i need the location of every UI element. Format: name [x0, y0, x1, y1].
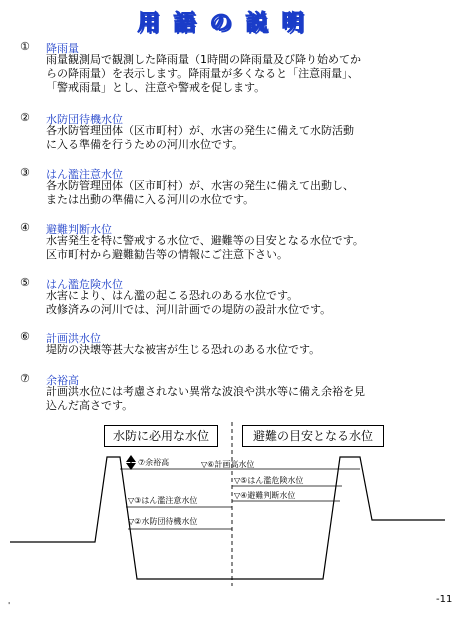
- description-line: 込んだ高さです。: [46, 399, 134, 411]
- description-line: または出動の準備に入る河川の水位です。: [46, 193, 255, 206]
- term-number: ①: [20, 40, 30, 53]
- corner-mark: ': [8, 601, 11, 610]
- term-name: 計画洪水位: [46, 332, 101, 345]
- freeboard-arrow-up: [126, 455, 136, 462]
- term-number: ②: [20, 111, 30, 124]
- term-number: ⑥: [20, 330, 30, 343]
- description-line: 計画洪水位には考慮されない異常な波浪や洪水等に備え余裕を見: [46, 385, 365, 398]
- description-line: 堤防の決壊等甚大な被害が生じる恐れのある水位です。: [46, 343, 321, 356]
- box-evacuation-levels: 避難の目安となる水位: [242, 425, 384, 447]
- description-line: に入る準備を行うための河川水位です。: [46, 138, 244, 151]
- term-name: 避難判断水位: [46, 223, 112, 236]
- page-title: 用語の説明: [137, 11, 318, 36]
- term-name: 降雨量: [46, 42, 79, 55]
- label-caution-level: ▽③はん濫注意水位: [128, 496, 198, 505]
- term-number: ⑦: [20, 372, 30, 385]
- description-line: 雨量観測局で観測した降雨量（1時間の降雨量及び降り始めてか: [46, 53, 361, 66]
- term-name: はん濫危険水位: [46, 278, 123, 291]
- description-line: 「警戒雨量」とし、注意や警戒を促します。: [46, 81, 266, 94]
- label-judgment-level: ▽④避難判断水位: [234, 491, 296, 500]
- description-line: 水害発生を特に警戒する水位で、避難等の目安となる水位です。: [46, 234, 364, 247]
- term-name: 水防団待機水位: [46, 113, 123, 126]
- page-number: -11: [436, 594, 453, 605]
- description-line: 各水防管理団体（区市町村）が、水害の発生に備えて水防活動: [46, 124, 354, 137]
- description-line: らの降雨量）を表示します。降雨量が多くなると「注意雨量」、: [46, 67, 359, 80]
- term-number: ⑤: [20, 276, 30, 289]
- label-freeboard: ⑦余裕高: [138, 458, 170, 467]
- description-line: 各水防管理団体（区市町村）が、水害の発生に備えて出動し、: [46, 179, 354, 192]
- label-plan-high-water: ▽⑥計画高水位: [201, 460, 255, 469]
- box-flood-fighting-levels: 水防に必用な水位: [104, 425, 218, 447]
- description-line: 水害により、はん濫の起こる恐れのある水位です。: [46, 289, 299, 302]
- label-standby-level: ▽②水防団待機水位: [128, 517, 198, 526]
- term-number: ④: [20, 221, 30, 234]
- term-number: ③: [20, 166, 30, 179]
- term-name: はん濫注意水位: [46, 168, 123, 181]
- description-line: 改修済みの河川では、河川計画での堤防の設計水位です。: [46, 303, 332, 316]
- description-line: 区市町村から避難勧告等の情報にご注意下さい。: [46, 248, 288, 261]
- term-name: 余裕高: [46, 374, 79, 387]
- label-danger-level: ▽⑤はん濫危険水位: [234, 476, 304, 485]
- levee-profile: [10, 457, 445, 579]
